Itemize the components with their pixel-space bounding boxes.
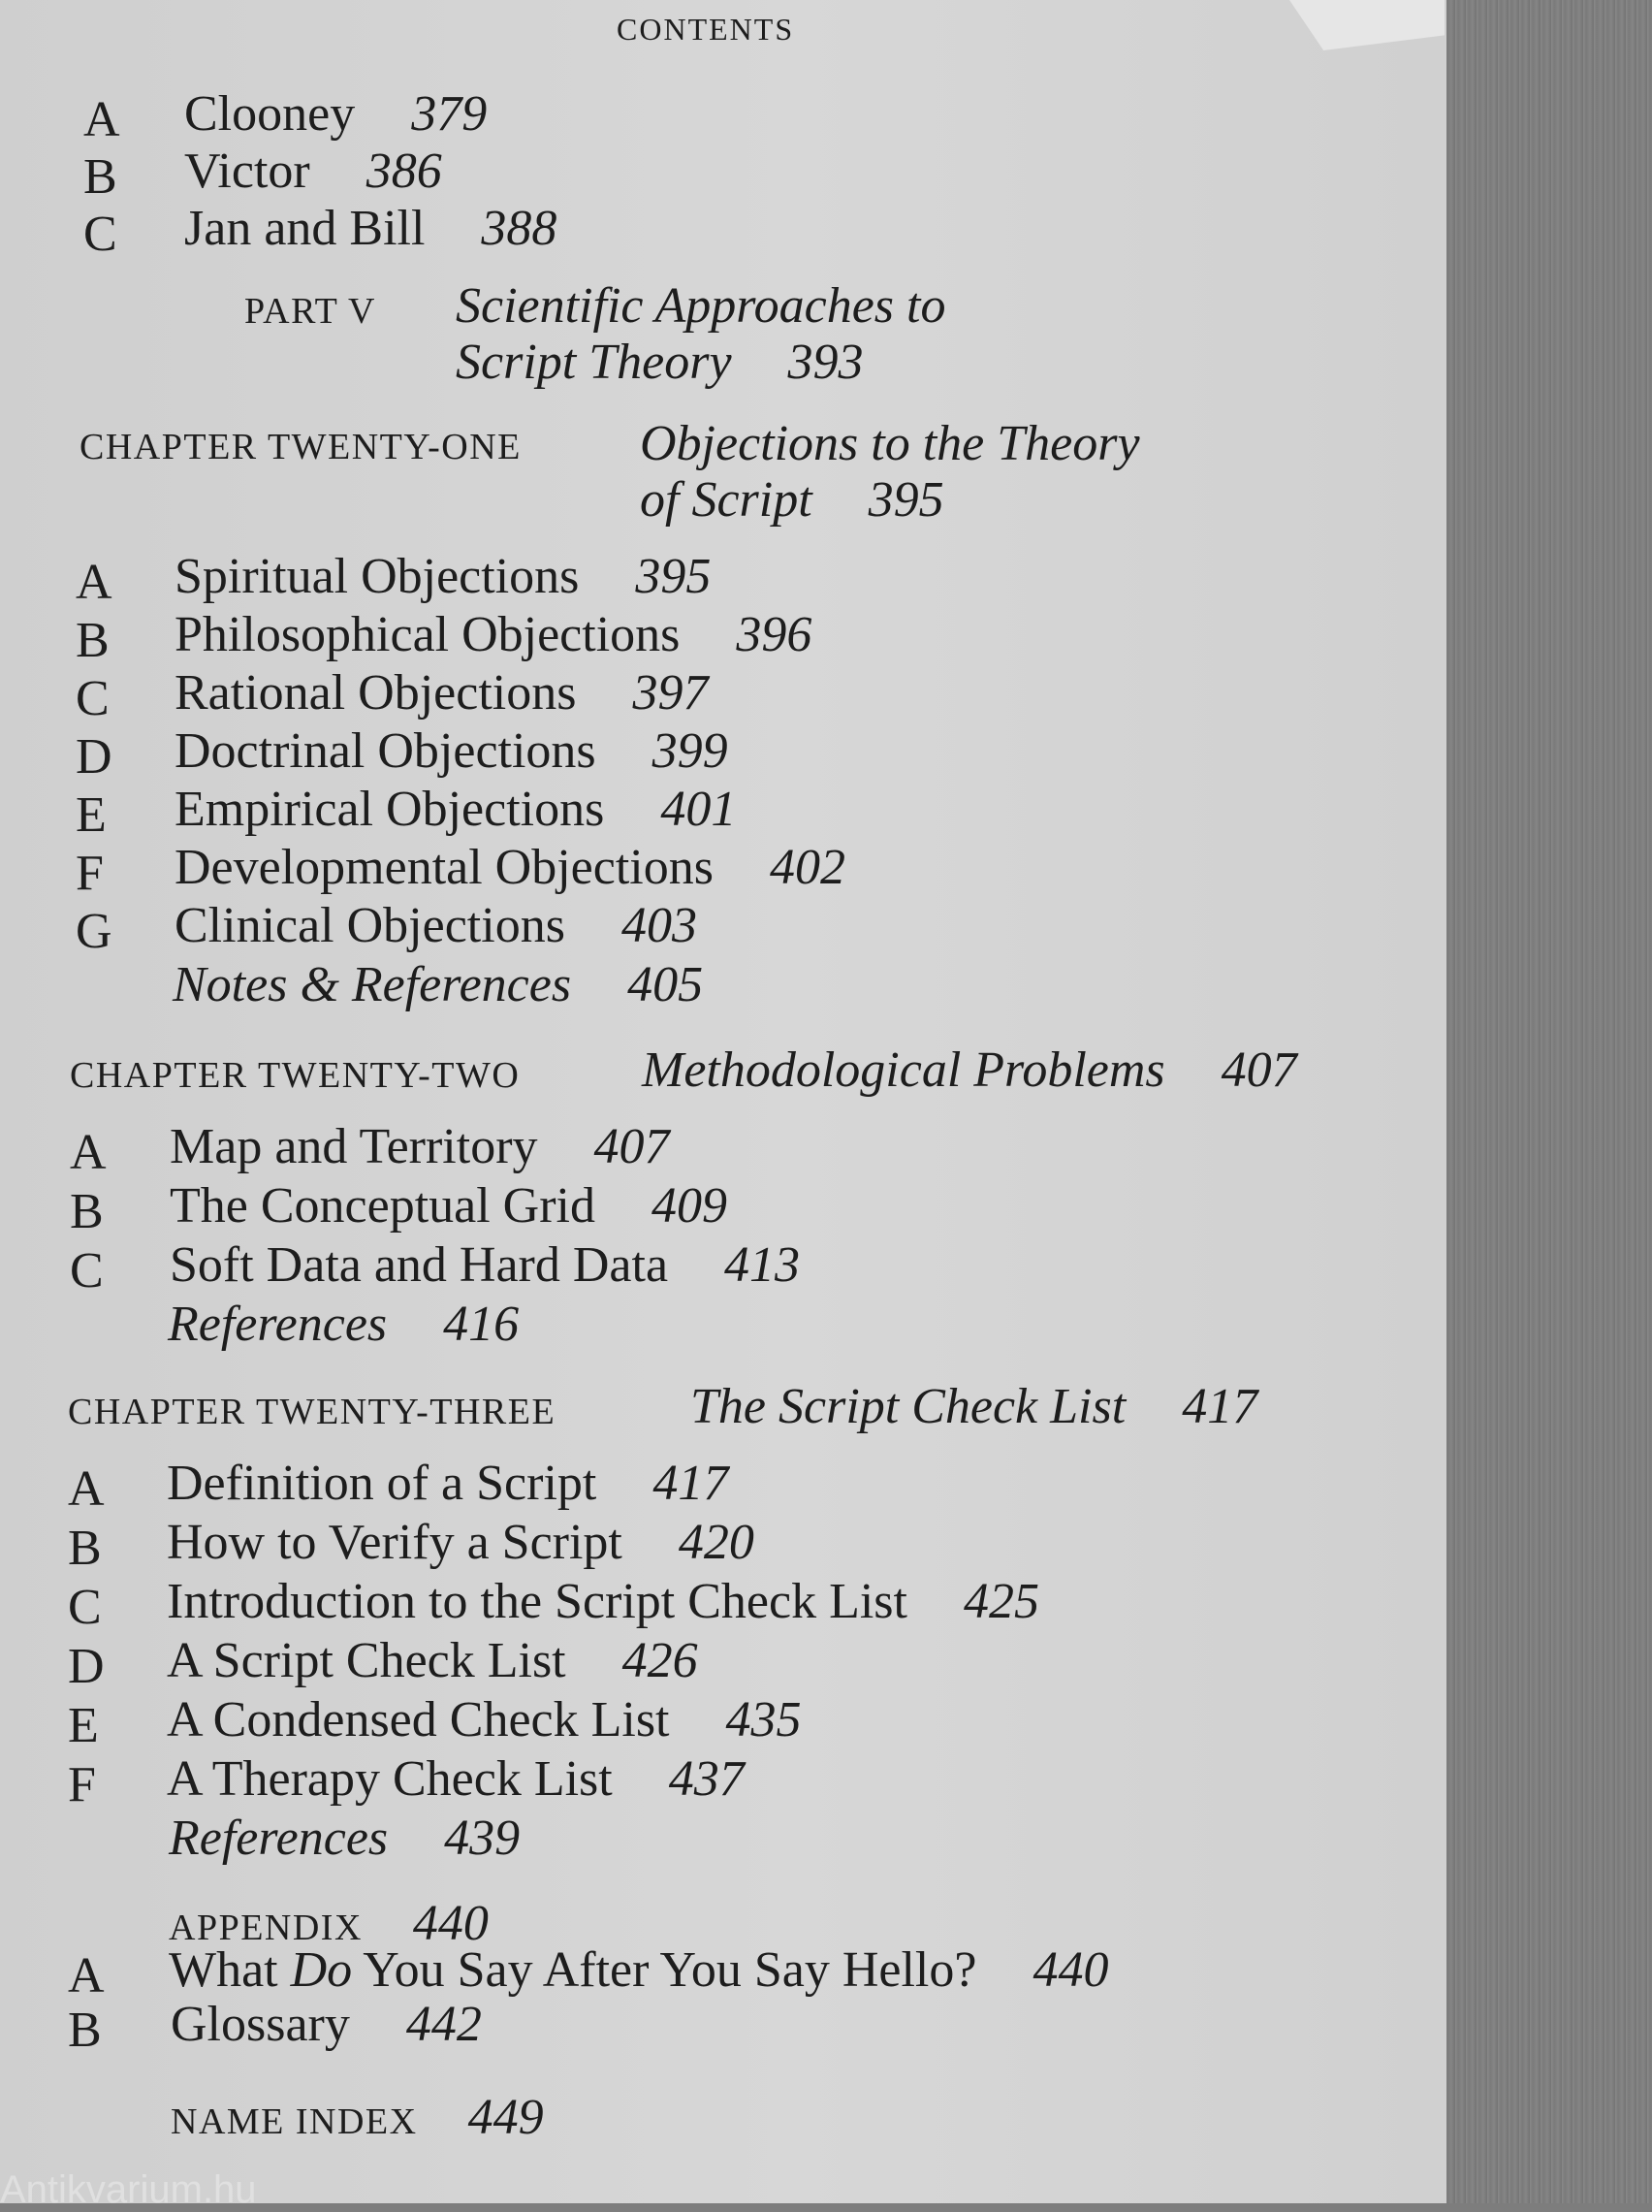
entry-title: A Condensed Check List [167, 1692, 670, 1747]
entry-title: Introduction to the Script Check List [167, 1574, 907, 1629]
notes-page: 439 [444, 1811, 521, 1866]
toc-entry [169, 1942, 1109, 1998]
chapter-page: 395 [868, 472, 944, 528]
chapter-label: CHAPTER TWENTY-THREE [68, 1392, 556, 1432]
entry-letter: C [68, 1580, 102, 1635]
part-page: 393 [787, 335, 864, 390]
chapter-page: 417 [1182, 1379, 1258, 1434]
name-index-heading [171, 2090, 544, 2145]
appendix-label: APPENDIX [169, 1907, 363, 1948]
chapter-title: of Script [640, 472, 812, 528]
entry-title: A Script Check List [167, 1633, 566, 1688]
notes-title: Notes & References [173, 957, 572, 1012]
entry-letter: A [70, 1125, 107, 1180]
entry-title-emphasis: Do [290, 1942, 353, 1998]
toc-entry [167, 1574, 1039, 1629]
entry-page: 399 [651, 723, 728, 779]
toc-entry [184, 146, 442, 197]
entry-title: How to Verify a Script [167, 1515, 622, 1570]
entry-page: 386 [365, 144, 442, 199]
entry-page: 397 [632, 665, 709, 721]
entry-letter: A [68, 1948, 105, 2004]
chapter-title: Methodological Problems [642, 1042, 1165, 1098]
entry-title: Developmental Objections [175, 840, 714, 895]
toc-entry [175, 665, 709, 721]
watermark: Antikvarium.hu [0, 2168, 257, 2211]
entry-title: The Conceptual Grid [170, 1178, 595, 1234]
toc-entry [167, 1456, 729, 1511]
entry-page: 409 [651, 1178, 727, 1234]
entry-letter: C [83, 207, 117, 262]
name-index-label: NAME INDEX [171, 2101, 418, 2142]
chapter-title-line1: Objections to the Theory [640, 416, 1140, 471]
toc-entry [170, 1119, 670, 1174]
chapter-label: CHAPTER TWENTY-TWO [70, 1055, 521, 1096]
entry-letter: E [68, 1698, 99, 1753]
chapter-title: The Script Check List [690, 1379, 1127, 1434]
entry-letter: E [76, 787, 107, 843]
entry-title: Soft Data and Hard Data [170, 1237, 669, 1293]
toc-entry [175, 549, 712, 604]
notes-page: 405 [627, 957, 704, 1012]
entry-letter: D [76, 729, 112, 785]
entry-page: 437 [668, 1751, 745, 1807]
entry-title: Glossary [171, 1997, 350, 2052]
entry-title: Map and Territory [170, 1119, 538, 1174]
entry-page: 440 [1032, 1942, 1109, 1998]
entry-letter: B [83, 149, 117, 205]
entry-page: 401 [660, 782, 737, 837]
entry-page: 417 [652, 1456, 729, 1511]
name-index-page: 449 [467, 2090, 544, 2145]
entry-page: 435 [725, 1692, 802, 1747]
chapter-title-line [690, 1379, 1258, 1434]
entry-title: Rational Objections [175, 665, 577, 721]
entry-letter: F [68, 1757, 96, 1812]
toc-entry [170, 1237, 801, 1293]
entry-letter: B [76, 613, 110, 668]
entry-letter: C [70, 1243, 104, 1298]
notes-page: 416 [443, 1297, 520, 1352]
desk-background [1445, 0, 1652, 2203]
toc-entry [167, 1515, 754, 1570]
entry-page: 403 [620, 898, 697, 953]
toc-entry [175, 607, 812, 662]
notes-title: References [169, 1811, 389, 1866]
entry-title: Spiritual Objections [175, 549, 580, 604]
entry-letter: B [70, 1184, 104, 1239]
notes-title: References [168, 1297, 388, 1352]
appendix-page: 440 [412, 1896, 489, 1951]
running-head: CONTENTS [617, 12, 795, 47]
entry-letter: A [76, 555, 112, 610]
entry-title: Jan and Bill [184, 201, 426, 256]
notes-entry [173, 957, 704, 1012]
entry-page: 426 [621, 1633, 698, 1688]
toc-entry [175, 840, 845, 895]
entry-title: A Therapy Check List [167, 1751, 613, 1807]
entry-letter: D [68, 1639, 105, 1694]
chapter-label: CHAPTER TWENTY-ONE [79, 427, 522, 467]
entry-letter: B [68, 2003, 102, 2058]
entry-page: 420 [678, 1515, 754, 1570]
toc-entry [167, 1692, 802, 1747]
entry-title: Clinical Objections [175, 898, 565, 953]
chapter-title-line [642, 1042, 1297, 1098]
entry-title-start: What [169, 1942, 291, 1998]
entry-letter: F [76, 846, 104, 901]
toc-entry [175, 782, 737, 837]
entry-title: Empirical Objections [175, 782, 605, 837]
entry-page: 402 [769, 840, 845, 895]
entry-page: 413 [724, 1237, 801, 1293]
part-title-line1: Scientific Approaches to [456, 278, 946, 334]
notes-entry [168, 1299, 519, 1350]
toc-entry [184, 201, 557, 256]
entry-title: Doctrinal Objections [175, 723, 596, 779]
entry-letter: G [76, 904, 112, 959]
entry-title-end: You Say After You Say Hello? [352, 1942, 977, 1998]
part-title: Script Theory [456, 335, 732, 390]
entry-page: 388 [481, 201, 557, 256]
toc-entry [167, 1751, 745, 1807]
toc-entry [171, 1997, 482, 2052]
entry-page: 442 [405, 1997, 482, 2052]
entry-letter: B [68, 1521, 102, 1576]
entry-page: 407 [593, 1119, 670, 1174]
toc-entry [175, 898, 697, 953]
entry-page: 425 [963, 1574, 1039, 1629]
entry-letter: A [83, 92, 120, 147]
toc-entry [170, 1178, 727, 1234]
entry-title: Clooney [184, 86, 356, 142]
notes-entry [169, 1813, 520, 1864]
toc-entry [175, 723, 728, 779]
entry-page: 379 [411, 86, 488, 142]
chapter-title-line2 [640, 472, 944, 528]
chapter-page: 407 [1221, 1042, 1297, 1098]
entry-letter: C [76, 671, 110, 726]
toc-entry [167, 1633, 698, 1688]
part-title-line2 [456, 337, 864, 388]
entry-title: Definition of a Script [167, 1456, 597, 1511]
entry-title: Victor [184, 144, 310, 199]
part-label: PART V [244, 291, 376, 332]
entry-title: Philosophical Objections [175, 607, 681, 662]
toc-entry [184, 86, 488, 142]
entry-page: 396 [736, 607, 812, 662]
entry-letter: A [68, 1461, 105, 1517]
entry-page: 395 [635, 549, 712, 604]
